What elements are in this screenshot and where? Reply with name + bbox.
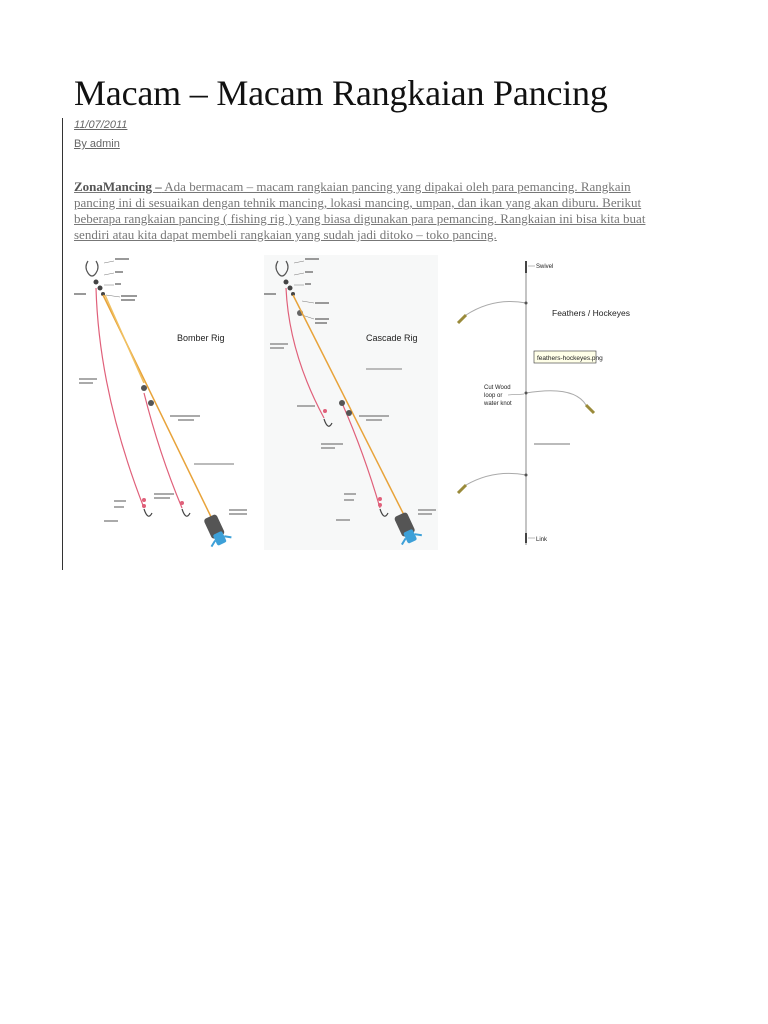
- cascade-rig-title: Cascade Rig: [366, 333, 418, 343]
- feathers-rig-panel: [438, 255, 636, 550]
- link-label: Link: [536, 537, 548, 543]
- cascade-rig-panel: [264, 255, 438, 550]
- rig-diagram-figure: [74, 253, 636, 550]
- feathers-file-label: feathers-hockeyes.png: [537, 355, 603, 362]
- intro-paragraph[interactable]: [74, 179, 674, 243]
- page-title: Macam – Macam Rangkaian Pancing: [74, 73, 608, 113]
- bomber-rig-panel: [74, 253, 264, 550]
- knot-label-3: water knot: [484, 401, 512, 407]
- rig-diagram-svg: [74, 253, 636, 550]
- brand-name: ZonaMancing –: [74, 179, 162, 194]
- left-border-rule: [62, 118, 63, 570]
- feathers-rig-title: Feathers / Hockeyes: [552, 308, 630, 318]
- swivel-label: Swivel: [536, 264, 554, 270]
- knot-label-1: Cut Wood: [484, 385, 511, 391]
- post-date-link[interactable]: 11/07/2011: [74, 119, 128, 131]
- knot-label-2: loop or: [484, 393, 503, 399]
- bomber-rig-title: Bomber Rig: [177, 333, 225, 343]
- intro-text: Ada bermacam – macam rangkaian pancing yang dipakai oleh para pemancing. Rangkain pancing ini di sesuaikan dengan tehnik mancing, lokasi mancing, umpan, dan ikan yang akan diburu. Berikut beberapa rangkaian pancing ( fishing rig ) yang biasa digunakan para pemancing. Rangkaian ini bisa kita buat sendiri atau kita dapat membeli rangkaian yang sudah jadi ditoko – toko pancing.: [74, 179, 646, 242]
- author-link[interactable]: By admin: [74, 138, 120, 150]
